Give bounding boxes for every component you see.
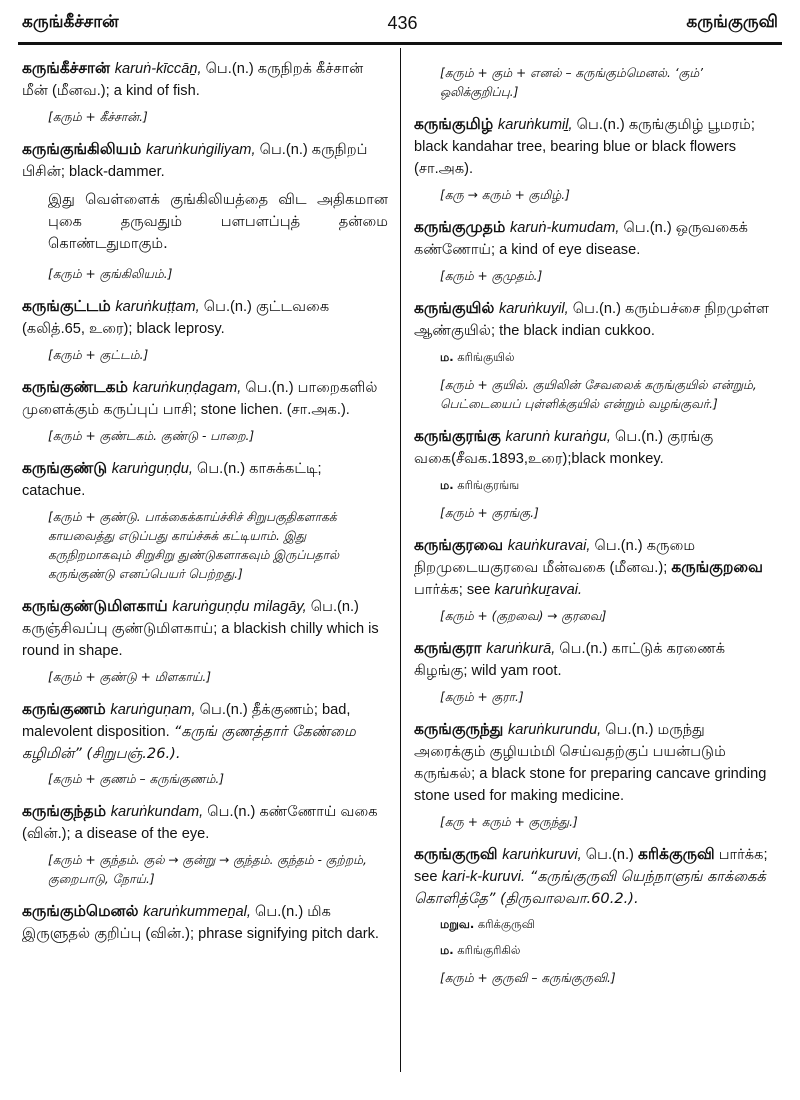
etymology: [கரும் + குருவி – கருங்குருவி.] <box>440 971 616 985</box>
definition: பெ.(n.) குட்டவகை (கலித்.65, உரை); black leprosy. <box>22 299 330 337</box>
dictionary-entry <box>22 901 388 945</box>
cognate-language: ம. <box>440 478 454 492</box>
cognate <box>440 943 780 959</box>
dictionary-entry <box>414 844 780 909</box>
cognate-word: கரிங்குயில் <box>457 350 515 364</box>
definition: பெ.(n.) கரும்பச்சை நிறமுள்ள ஆண்குயில்; the black indian cukkoo. <box>414 301 770 339</box>
cognate-word: கரிங்குரிகில் <box>457 943 521 957</box>
definition: பெ.(n.) கண்ணோய் வகை (வின்.); a disease of the eye. <box>22 804 378 842</box>
headword: கருங்குந்தம் <box>22 802 107 820</box>
header-rule <box>18 42 782 45</box>
transliteration: karuṅkummeṉal, <box>143 904 251 920</box>
transliteration: karuṅguṇḍu, <box>111 461 193 477</box>
headword: கருங்குரங்கு <box>414 427 501 445</box>
dictionary-entry <box>414 114 780 180</box>
dictionary-entry <box>22 458 388 502</box>
headword: கருங்குண்டுமிளகாய் <box>22 597 168 615</box>
cognate-language: மறுவ. <box>440 917 475 931</box>
see-text: பார்க்க; see <box>414 582 495 598</box>
etymology: [கரும் + குந்தம். குல் → குன்று → குந்தம். குந்தம் - குற்றம், குறைபாடு, நோய்.] <box>48 853 367 886</box>
etymology: [கரும் + குரா.] <box>440 690 524 704</box>
cross-reference-word: கரிக்குருவி <box>637 845 715 863</box>
dictionary-entry <box>414 298 780 342</box>
transliteration: karuṅkuṭṭam, <box>115 299 200 315</box>
dictionary-entry <box>414 217 780 261</box>
definition: பெ.(n.) கருஞ்சிவப்பு குண்டுமிளகாய்; a blackish chilly which is round in shape. <box>22 599 379 659</box>
headword: கருங்குட்டம் <box>22 297 111 315</box>
definition: பெ.(n.) காட்டுக் கரணைக் கிழங்கு; wild yam root. <box>414 641 726 679</box>
cognate <box>440 917 780 933</box>
right-column <box>414 58 780 1000</box>
header-right-guideword: கருங்குருவி <box>686 12 778 32</box>
definition: பெ.(n.) ஒருவகைக் கண்ணோய்; a kind of eye disease. <box>414 220 748 258</box>
cognate-word: கரிக்குருவி <box>477 917 535 931</box>
dictionary-entry <box>414 719 780 807</box>
etymology: [கரும் + குண்டு. பாக்கைக்காய்ச்சிச் சிறுபகுதிகளாகக் காயவைத்து எடுப்பது காய்ச்சுக் கட்டியாம். இது கருநிறமாகவும் சிறுசிறு துண்டுகளாகவும் இருப்பதால் கருங்குண்டு எனப்பெயர் பெற்றது.] <box>48 510 340 581</box>
cross-reference-translit: karuṅkuṟavai. <box>494 582 583 598</box>
etymology: [கரும் + குயில். குயிலின் சேவலைக் கருங்குயில் என்றும், பெட்டையைப் புள்ளிக்குயில் என்றும் வழங்குவர்.] <box>440 378 757 411</box>
transliteration: karuṅkuṇḍagam, <box>132 380 242 396</box>
cognate-word: கரிங்குரங்ங <box>457 478 520 492</box>
etymology: [கரும் + குங்கிலியம்.] <box>48 267 173 281</box>
definition: பெ.(n.) மருந்து அரைக்கும் குழியம்மி செய்வதற்குப் பயன்படும் கருங்கல்; a black stone for preparing cancave grinding stone used for making medicine. <box>414 722 767 804</box>
definition: பெ.(n.) தீக்குணம்; bad, malevolent disposition. <box>22 702 351 740</box>
definition: பெ.(n.) பாறைகளில் முளைக்கும் கருப்புப் பாசி; stone lichen. (சா.அக.). <box>22 380 378 418</box>
etymology: [கரும் + குட்டம்.] <box>48 348 149 362</box>
definition: பெ.(n.) காசுக்கட்டி; catachue. <box>22 461 322 499</box>
transliteration: karuṅkuyil, <box>498 301 569 317</box>
etymology: [கரும் + குமுதம்.] <box>440 269 543 283</box>
column-divider <box>400 48 401 1072</box>
transliteration: karuṅkundam, <box>110 804 204 820</box>
headword: கருங்குங்கிலியம் <box>22 140 142 158</box>
etymology: [கரும் + கீச்சான்.] <box>48 110 148 124</box>
dictionary-entry <box>22 596 388 662</box>
etymology: [கரும் + (குறவை) → குரவை] <box>440 609 607 623</box>
headword: கருங்குருந்து <box>414 720 504 738</box>
definition: பெ.(n.) கருநிறப் பிசின்; black-dammer. <box>22 142 368 180</box>
headword: கருங்குரா <box>414 639 482 657</box>
cognate <box>440 478 780 494</box>
usage-note: இது வெள்ளைக் குங்கிலியத்தை விட அதிகமான புகை தருவதும் பளபளப்புத் தன்மை கொண்டதுமாகும். <box>48 191 388 252</box>
page-number: 436 <box>387 12 418 33</box>
transliteration: karuṅguṇḍu milagāy, <box>172 599 307 615</box>
dictionary-entry <box>22 377 388 421</box>
definition: பெ.(n.) குரங்கு வகை(சீவக.1893,உரை);black monkey. <box>414 429 714 467</box>
cognate-language: ம. <box>440 943 454 957</box>
definition: பெ.(n.) மிக இருளுதல் குறிப்பு (வின்.); phrase signifying pitch dark. <box>22 904 379 942</box>
dictionary-entry <box>22 139 388 183</box>
definition: பெ.(n.) <box>581 847 638 863</box>
headword: கருங்குணம் <box>22 700 106 718</box>
transliteration: karuṅ-kumudam, <box>509 220 620 236</box>
etymology: [கரும் + குணம் – கருங்குணம்.] <box>48 772 224 786</box>
etymology: [கரும் + குண்டு + மிளகாய்.] <box>48 670 211 684</box>
etymology: [கரு → கரும் + குமிழ்.] <box>440 188 570 202</box>
transliteration: karuṅkumiḻ, <box>497 117 573 133</box>
dictionary-entry <box>22 699 388 764</box>
quotation: “கருங்குருவி யெந்நாளுங் காக்கைக் கொளித்தே” (திருவாலவா.60.2.). <box>414 868 766 907</box>
headword: கருங்குமுதம் <box>414 218 506 236</box>
see-text: பார்க்க; see <box>414 847 768 885</box>
transliteration: karunṅ kuraṅgu, <box>505 429 611 445</box>
etymology: [கரும் + குண்டகம். குண்டு - பாறை.] <box>48 429 255 443</box>
quotation: “கருங் குணத்தார் கேண்மை கழிமின்” (சிறுபஞ்.26.). <box>22 723 356 762</box>
cognate <box>440 350 780 366</box>
headword: கருங்குமிழ் <box>414 115 494 133</box>
dictionary-entry <box>22 801 388 845</box>
cognate-language: ம. <box>440 350 454 364</box>
headword: கருங்குரவை <box>414 536 504 554</box>
dictionary-entry <box>414 535 780 601</box>
definition: பெ.(n.) கருநிறக் கீச்சான் மீன் (மீனவ.); a kind of fish. <box>22 61 364 99</box>
headword: கருங்குண்டகம் <box>22 378 128 396</box>
transliteration: karuṅ-kīccāṉ, <box>114 61 202 77</box>
headword: கருங்கும்மெனல் <box>22 902 139 920</box>
definition: பெ.(n.) கருமை நிறமுடையகுரவை மீன்வகை (மீனவ.); <box>414 538 696 576</box>
transliteration: karuṅkuṅgiliyam, <box>146 142 256 158</box>
headword: கருங்குயில் <box>414 299 495 317</box>
dictionary-entry <box>22 296 388 340</box>
cross-reference-translit: kari-k-kuruvi. <box>441 869 526 885</box>
dictionary-entry <box>22 58 388 102</box>
headword: கருங்கீச்சான் <box>22 59 111 77</box>
dictionary-entry <box>414 638 780 682</box>
transliteration: karuṅguṇam, <box>110 702 196 718</box>
left-column <box>22 58 388 951</box>
etymology: [கரும் + குரங்கு.] <box>440 506 539 520</box>
header-left-guideword: கருங்கீச்சான் <box>22 12 119 32</box>
etymology: [கரும் + கும் + எனல் – கருங்கும்மெனல். ‘கும்’ ஒலிக்குறிப்பு.] <box>440 66 704 99</box>
dictionary-entry <box>414 426 780 470</box>
page-header <box>22 6 778 40</box>
headword: கருங்குண்டு <box>22 459 108 477</box>
cross-reference-word: கருங்குறவை <box>671 558 763 576</box>
headword: கருங்குருவி <box>414 845 498 863</box>
definition: பெ.(n.) கருங்குமிழ் பூமரம்; black kandahar tree, bearing blue or black flowers (சா.அக). <box>414 117 755 177</box>
transliteration: karuṅkuruvi, <box>502 847 582 863</box>
transliteration: kauṅkuravai, <box>507 538 591 554</box>
etymology: [கரு + கரும் + குருந்து.] <box>440 815 578 829</box>
transliteration: karuṅkurundu, <box>507 722 602 738</box>
transliteration: karuṅkurā, <box>486 641 556 657</box>
